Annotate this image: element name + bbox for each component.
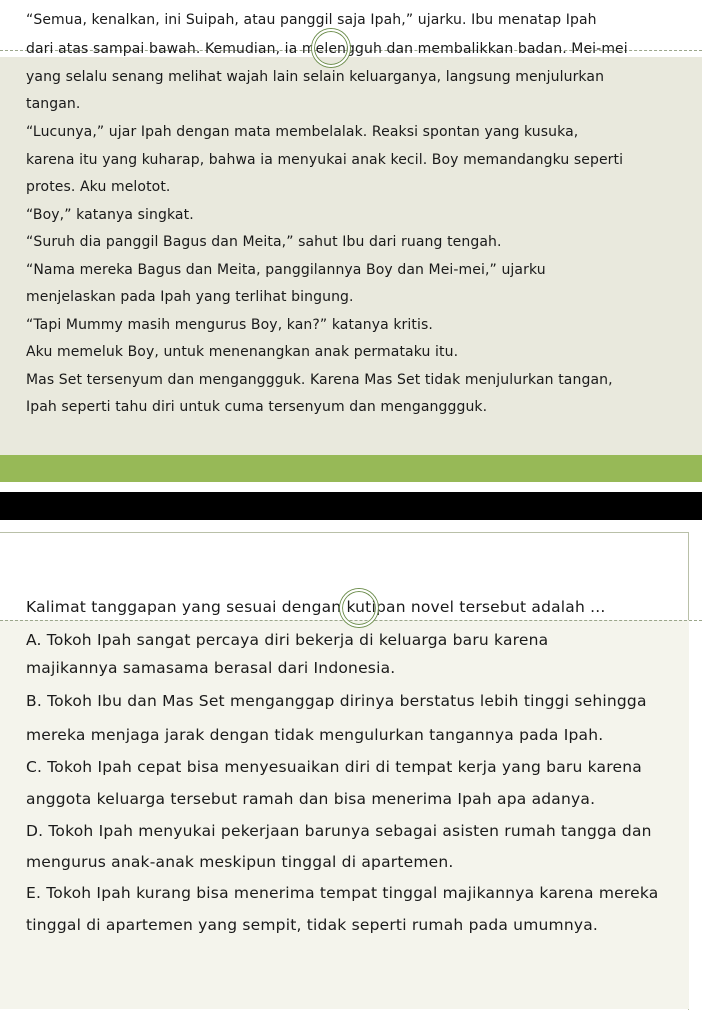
excerpt-line: Aku memeluk Boy, untuk menenangkan anak permataku itu. xyxy=(26,344,459,360)
excerpt-line: Mas Set tersenyum dan menganggguk. Karena Mas Set tidak menjulurkan tangan, xyxy=(26,372,613,388)
excerpt-line: “Lucunya,” ujar Ipah dengan mata membelalak. Reaksi spontan yang kusuka, xyxy=(26,124,579,140)
excerpt-line: “Nama mereka Bagus dan Meita, panggilannya Boy dan Mei-mei,” ujarku xyxy=(26,262,546,278)
excerpt-line: yang selalu senang melihat wajah lain selain keluarganya, langsung menjulurkan xyxy=(26,69,605,85)
green-divider-bar xyxy=(0,455,702,482)
excerpt-line: karena itu yang kuharap, bahwa ia menyukai anak kecil. Boy memandangku seperti xyxy=(26,152,624,168)
option-a-cont: majikannya samasama berasal dari Indonesia. xyxy=(26,659,396,677)
cursor-circle-marker xyxy=(340,589,378,627)
options-background xyxy=(0,620,689,1009)
excerpt-line: tangan. xyxy=(26,96,81,112)
excerpt-line: protes. Aku melotot. xyxy=(26,179,171,195)
option-a[interactable]: A. Tokoh Ipah sangat percaya diri bekerja di keluarga baru karena xyxy=(26,631,549,649)
question-stem: Kalimat tanggapan yang sesuai dengan kutipan novel tersebut adalah ... xyxy=(26,598,606,616)
option-d[interactable]: D. Tokoh Ipah menyukai pekerjaan barunya sebagai asisten rumah tangga dan xyxy=(26,822,652,840)
cursor-circle-marker xyxy=(312,29,350,67)
option-d-cont: mengurus anak-anak meskipun tinggal di apartemen. xyxy=(26,853,454,871)
option-c[interactable]: C. Tokoh Ipah cepat bisa menyesuaikan diri di tempat kerja yang baru karena xyxy=(26,758,642,776)
option-b-cont: mereka menjaga jarak dengan tidak mengulurkan tangannya pada Ipah. xyxy=(26,726,604,744)
excerpt-line: menjelaskan pada Ipah yang terlihat bingung. xyxy=(26,289,354,305)
option-e[interactable]: E. Tokoh Ipah kurang bisa menerima tempat tinggal majikannya karena mereka xyxy=(26,884,659,902)
excerpt-line: Ipah seperti tahu diri untuk cuma tersenyum dan menganggguk. xyxy=(26,399,488,415)
excerpt-line: “Tapi Mummy masih mengurus Boy, kan?” katanya kritis. xyxy=(26,317,433,333)
excerpt-line: “Suruh dia panggil Bagus dan Meita,” sahut Ibu dari ruang tengah. xyxy=(26,234,502,250)
black-divider-bar xyxy=(0,492,702,520)
excerpt-line: “Semua, kenalkan, ini Suipah, atau panggil saja Ipah,” ujarku. Ibu menatap Ipah xyxy=(26,12,597,28)
excerpt-line: dari atas sampai bawah. Kemudian, ia melengguh dan membalikkan badan. Mei-mei xyxy=(26,41,628,57)
option-c-cont: anggota keluarga tersebut ramah dan bisa menerima Ipah apa adanya. xyxy=(26,790,596,808)
option-e-cont: tinggal di apartemen yang sempit, tidak seperti rumah pada umumnya. xyxy=(26,916,599,934)
excerpt-line: “Boy,” katanya singkat. xyxy=(26,207,194,223)
option-b[interactable]: B. Tokoh Ibu dan Mas Set menganggap dirinya berstatus lebih tinggi sehingga xyxy=(26,692,647,710)
